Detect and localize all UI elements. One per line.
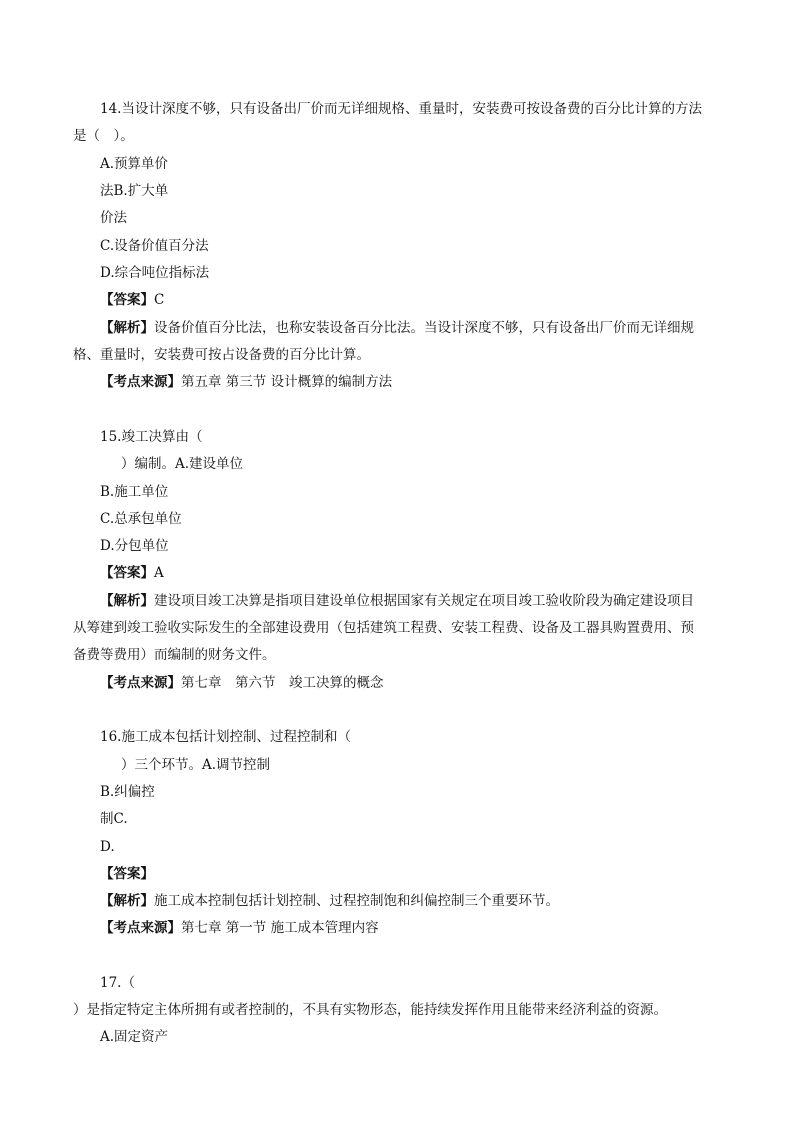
q16-option-c: 制C. bbox=[100, 811, 128, 827]
q15-source bbox=[100, 673, 384, 693]
q14-answer bbox=[100, 290, 164, 310]
q16-stem-line-2: ）三个环节。A.调节控制 bbox=[121, 757, 271, 773]
q14-stem-line-1: 14.当设计深度不够，只有设备出厂价而无详细规格、重量时，安装费可按设备费的百分比计算的方法 bbox=[100, 101, 702, 117]
q15-analysis-line-3: 备费等费用）而编制的财务文件。 bbox=[73, 647, 276, 663]
q16-option-d: D. bbox=[100, 839, 115, 855]
analysis-text: 设备价值百分比法，也称安装设备百分比法。当设计深度不够，只有设备出厂价而无详细规 bbox=[154, 320, 694, 336]
q14-analysis-line-2: 格、重量时，安装费可按占设备费的百分比计算。 bbox=[73, 347, 370, 363]
q15-stem-line-2: ）编制。A.建设单位 bbox=[121, 456, 244, 472]
q14-option-b-cont: 价法 bbox=[100, 210, 127, 226]
source-label: 【考点来源】 bbox=[100, 374, 181, 390]
source-label: 【考点来源】 bbox=[100, 920, 181, 936]
analysis-label: 【解析】 bbox=[100, 893, 154, 909]
q16-answer bbox=[100, 864, 154, 884]
answer-label: 【答案】 bbox=[100, 866, 154, 882]
q17-stem-line-1: 17.（ bbox=[100, 975, 135, 991]
q14-option-a-cont: 法B.扩大单 bbox=[100, 183, 169, 199]
q14-stem-line-2: 是（ ）。 bbox=[73, 128, 134, 144]
q15-analysis-line-1 bbox=[100, 591, 694, 611]
q15-analysis-line-2: 从筹建到竣工验收实际发生的全部建设费用（包括建筑工程费、安装工程费、设备及工器具购置费用、预 bbox=[73, 620, 694, 636]
analysis-text: 建设项目竣工决算是指项目建设单位根据国家有关规定在项目竣工验收阶段为确定建设项目 bbox=[154, 593, 694, 609]
q14-option-a: A.预算单价 bbox=[100, 156, 169, 172]
analysis-text: 施工成本控制包括计划控制、过程控制饱和纠偏控制三个重要环节。 bbox=[154, 893, 559, 909]
q14-option-c: C.设备价值百分法 bbox=[100, 238, 209, 254]
answer-value: A bbox=[154, 565, 164, 581]
q14-option-d: D.综合吨位指标法 bbox=[100, 265, 210, 281]
q14-source bbox=[100, 372, 392, 392]
answer-label: 【答案】 bbox=[100, 565, 154, 581]
q15-option-c: C.总承包单位 bbox=[100, 511, 182, 527]
q17-stem-line-2: ）是指定特定主体所拥有或者控制的，不具有实物形态，能持续发挥作用且能带来经济利益的资源。 bbox=[73, 1002, 667, 1018]
q16-stem-line-1: 16.施工成本包括计划控制、过程控制和（ bbox=[100, 729, 351, 745]
q14-analysis-line-1 bbox=[100, 318, 694, 338]
q16-analysis-line-1 bbox=[100, 891, 559, 911]
q15-answer bbox=[100, 563, 164, 583]
answer-value: C bbox=[154, 292, 165, 308]
analysis-label: 【解析】 bbox=[100, 320, 154, 336]
q16-source bbox=[100, 918, 379, 938]
source-value: 第七章 第六节 竣工决算的概念 bbox=[181, 675, 384, 691]
answer-label: 【答案】 bbox=[100, 292, 154, 308]
analysis-label: 【解析】 bbox=[100, 593, 154, 609]
q15-option-b: B.施工单位 bbox=[100, 484, 169, 500]
q16-option-b: B.纠偏控 bbox=[100, 784, 155, 800]
source-value: 第七章 第一节 施工成本管理内容 bbox=[181, 920, 379, 936]
q15-option-d: D.分包单位 bbox=[100, 538, 169, 554]
q17-option-a: A.固定资产 bbox=[100, 1029, 169, 1045]
source-label: 【考点来源】 bbox=[100, 675, 181, 691]
q15-stem-line-1: 15.竣工决算由（ bbox=[100, 429, 203, 445]
source-value: 第五章 第三节 设计概算的编制方法 bbox=[181, 374, 393, 390]
